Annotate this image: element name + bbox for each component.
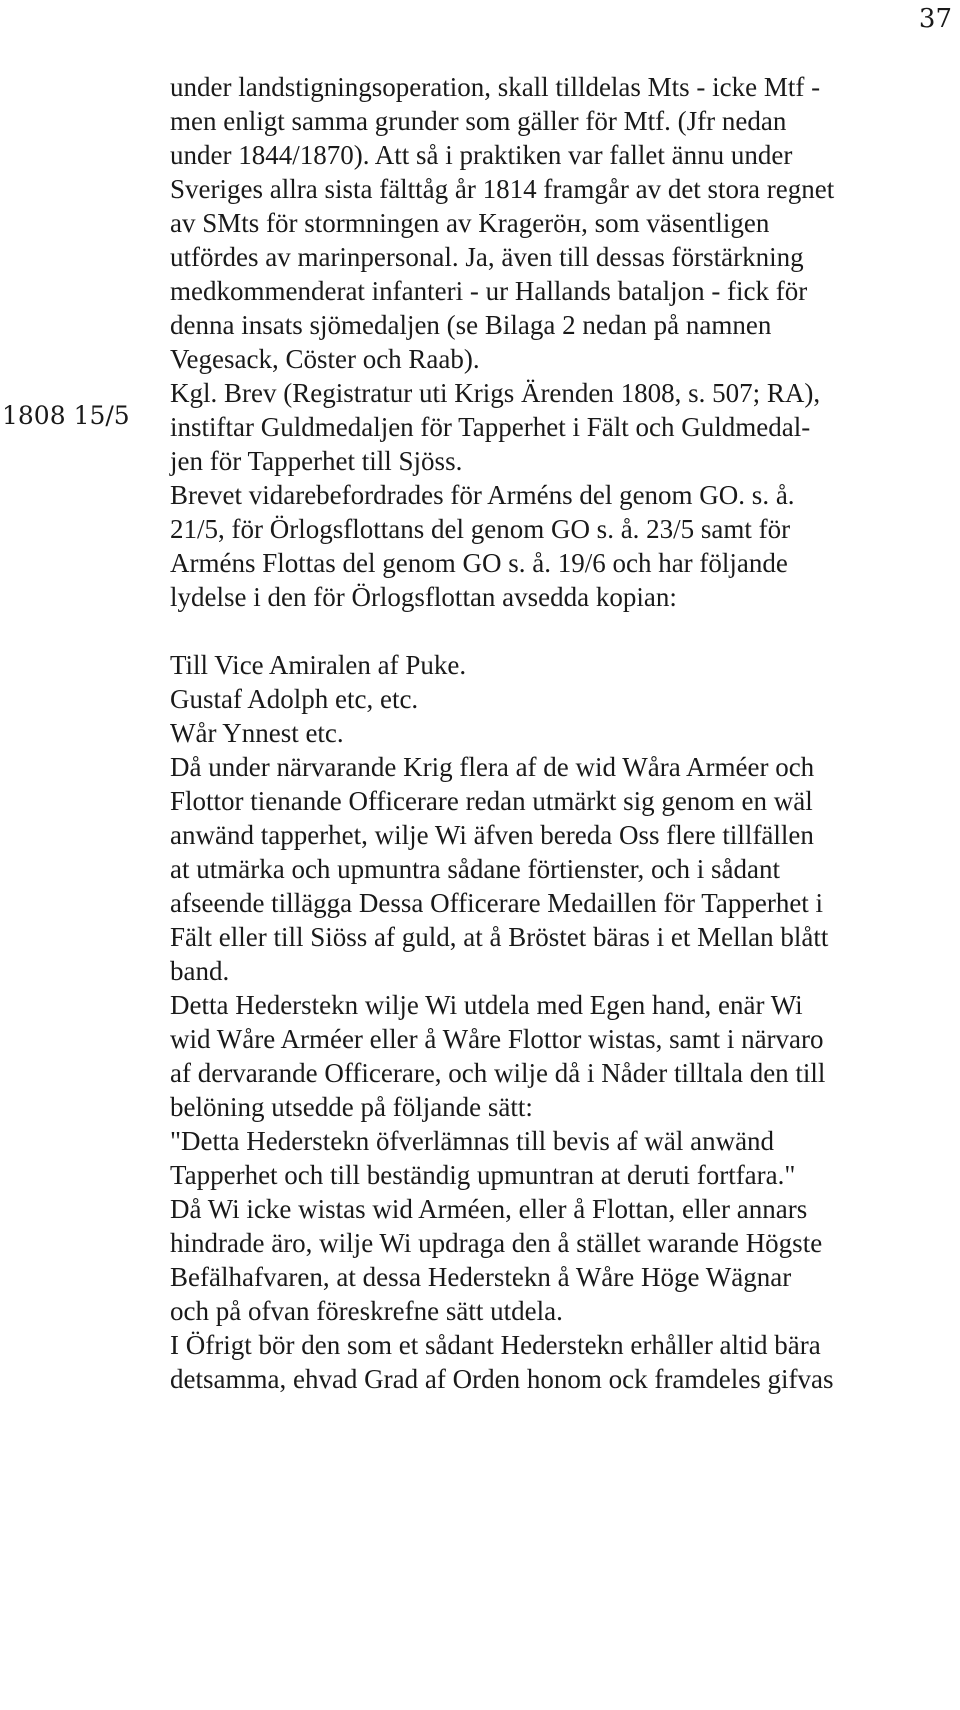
text-line-14: 21/5, för Örlogsflottans del genom GO s. å. 23/5 samt för <box>170 514 791 544</box>
text-line-33: Då Wi icke wistas wid Arméen, eller å Flottan, eller annars <box>170 1194 808 1224</box>
text-line-27: Detta Hederstekn wilje Wi utdela med Egen hand, enär Wi <box>170 990 803 1020</box>
text-line-10: Kgl. Brev (Registratur uti Krigs Ärenden 1808, s. 507; RA), <box>170 378 821 408</box>
text-line-22: anwänd tapperhet, wilje Wi äfven bereda Oss flere tillfällen <box>170 820 814 850</box>
text-line-1: under landstigningsoperation, skall tilldelas Mts - icke Mtf - <box>170 72 821 102</box>
text-line-23: at utmärka och upmuntra sådane förtienster, och i sådant <box>170 854 780 884</box>
text-line-17: Till Vice Amiralen af Puke. <box>170 650 467 680</box>
text-line-16: lydelse i den för Örlogsflottan avsedda kopian: <box>170 582 677 612</box>
margin-date-note: 1808 15/5 <box>2 401 130 430</box>
text-line-8: denna insats sjömedaljen (se Bilaga 2 nedan på namnen <box>170 310 772 340</box>
text-line-34: hindrade äro, wilje Wi updraga den å stället warande Högste <box>170 1228 823 1258</box>
text-line-3: under 1844/1870). Att så i praktiken var fallet ännu under <box>170 140 793 170</box>
text-line-6: utfördes av marinpersonal. Ja, även till dessas förstärkning <box>170 242 804 272</box>
text-line-31: "Detta Hederstekn öfverlämnas till bevis af wäl anwänd <box>170 1126 775 1156</box>
text-line-19: Wår Ynnest etc. <box>170 718 344 748</box>
body-text <box>170 70 960 1396</box>
text-line-13: Brevet vidarebefordrades för Arméns del genom GO. s. å. <box>170 480 795 510</box>
text-line-7: medkommenderat infanteri - ur Hallands bataljon - fick för <box>170 276 808 306</box>
text-line-29: af dervarande Officerare, och wilje då i Nåder tilltala den till <box>170 1058 826 1088</box>
text-line-28: wid Wåre Arméer eller å Wåre Flottor wistas, samt i närvaro <box>170 1024 824 1054</box>
text-line-36: och på ofvan föreskrefne sätt utdela. <box>170 1296 563 1326</box>
page-number: 37 <box>918 4 952 34</box>
text-line-38: detsamma, ehvad Grad af Orden honom ock framdeles gifvas <box>170 1364 834 1394</box>
paragraph-gap <box>170 614 960 648</box>
text-line-37: I Öfrigt bör den som et sådant Hederstekn erhåller altid bära <box>170 1330 821 1360</box>
text-line-21: Flottor tienande Officerare redan utmärkt sig genom en wäl <box>170 786 813 816</box>
text-line-4: Sveriges allra sista fälttåg år 1814 framgår av det stora regnet <box>170 174 835 204</box>
text-line-5: av SMts för stormningen av Krageröн, som väsentligen <box>170 208 770 238</box>
text-line-24: afseende tillägga Dessa Officerare Medaillen för Tapperhet i <box>170 888 824 918</box>
text-line-30: belöning utsedde på följande sätt: <box>170 1092 533 1122</box>
text-line-25: Fält eller till Siöss af guld, at å Bröstet bäras i et Mellan blått <box>170 922 829 952</box>
text-line-9: Vegesack, Cöster och Raab). <box>170 344 480 374</box>
text-line-32: Tapperhet och till beständig upmuntran at deruti fortfara." <box>170 1160 796 1190</box>
text-line-35: Befälhafvaren, at dessa Hederstekn å Wåre Höge Wägnar <box>170 1262 792 1292</box>
text-line-15: Arméns Flottas del genom GO s. å. 19/6 och har följande <box>170 548 788 578</box>
text-line-2: men enligt samma grunder som gäller för Mtf. (Jfr nedan <box>170 106 787 136</box>
text-line-11: instiftar Guldmedaljen för Tapperhet i Fält och Guldmedal- <box>170 412 811 442</box>
text-line-12: jen för Tapperhet till Sjöss. <box>170 446 463 476</box>
text-line-26: band. <box>170 956 230 986</box>
text-line-18: Gustaf Adolph etc, etc. <box>170 684 419 714</box>
text-line-20: Då under närvarande Krig flera af de wid Wåra Arméer och <box>170 752 815 782</box>
